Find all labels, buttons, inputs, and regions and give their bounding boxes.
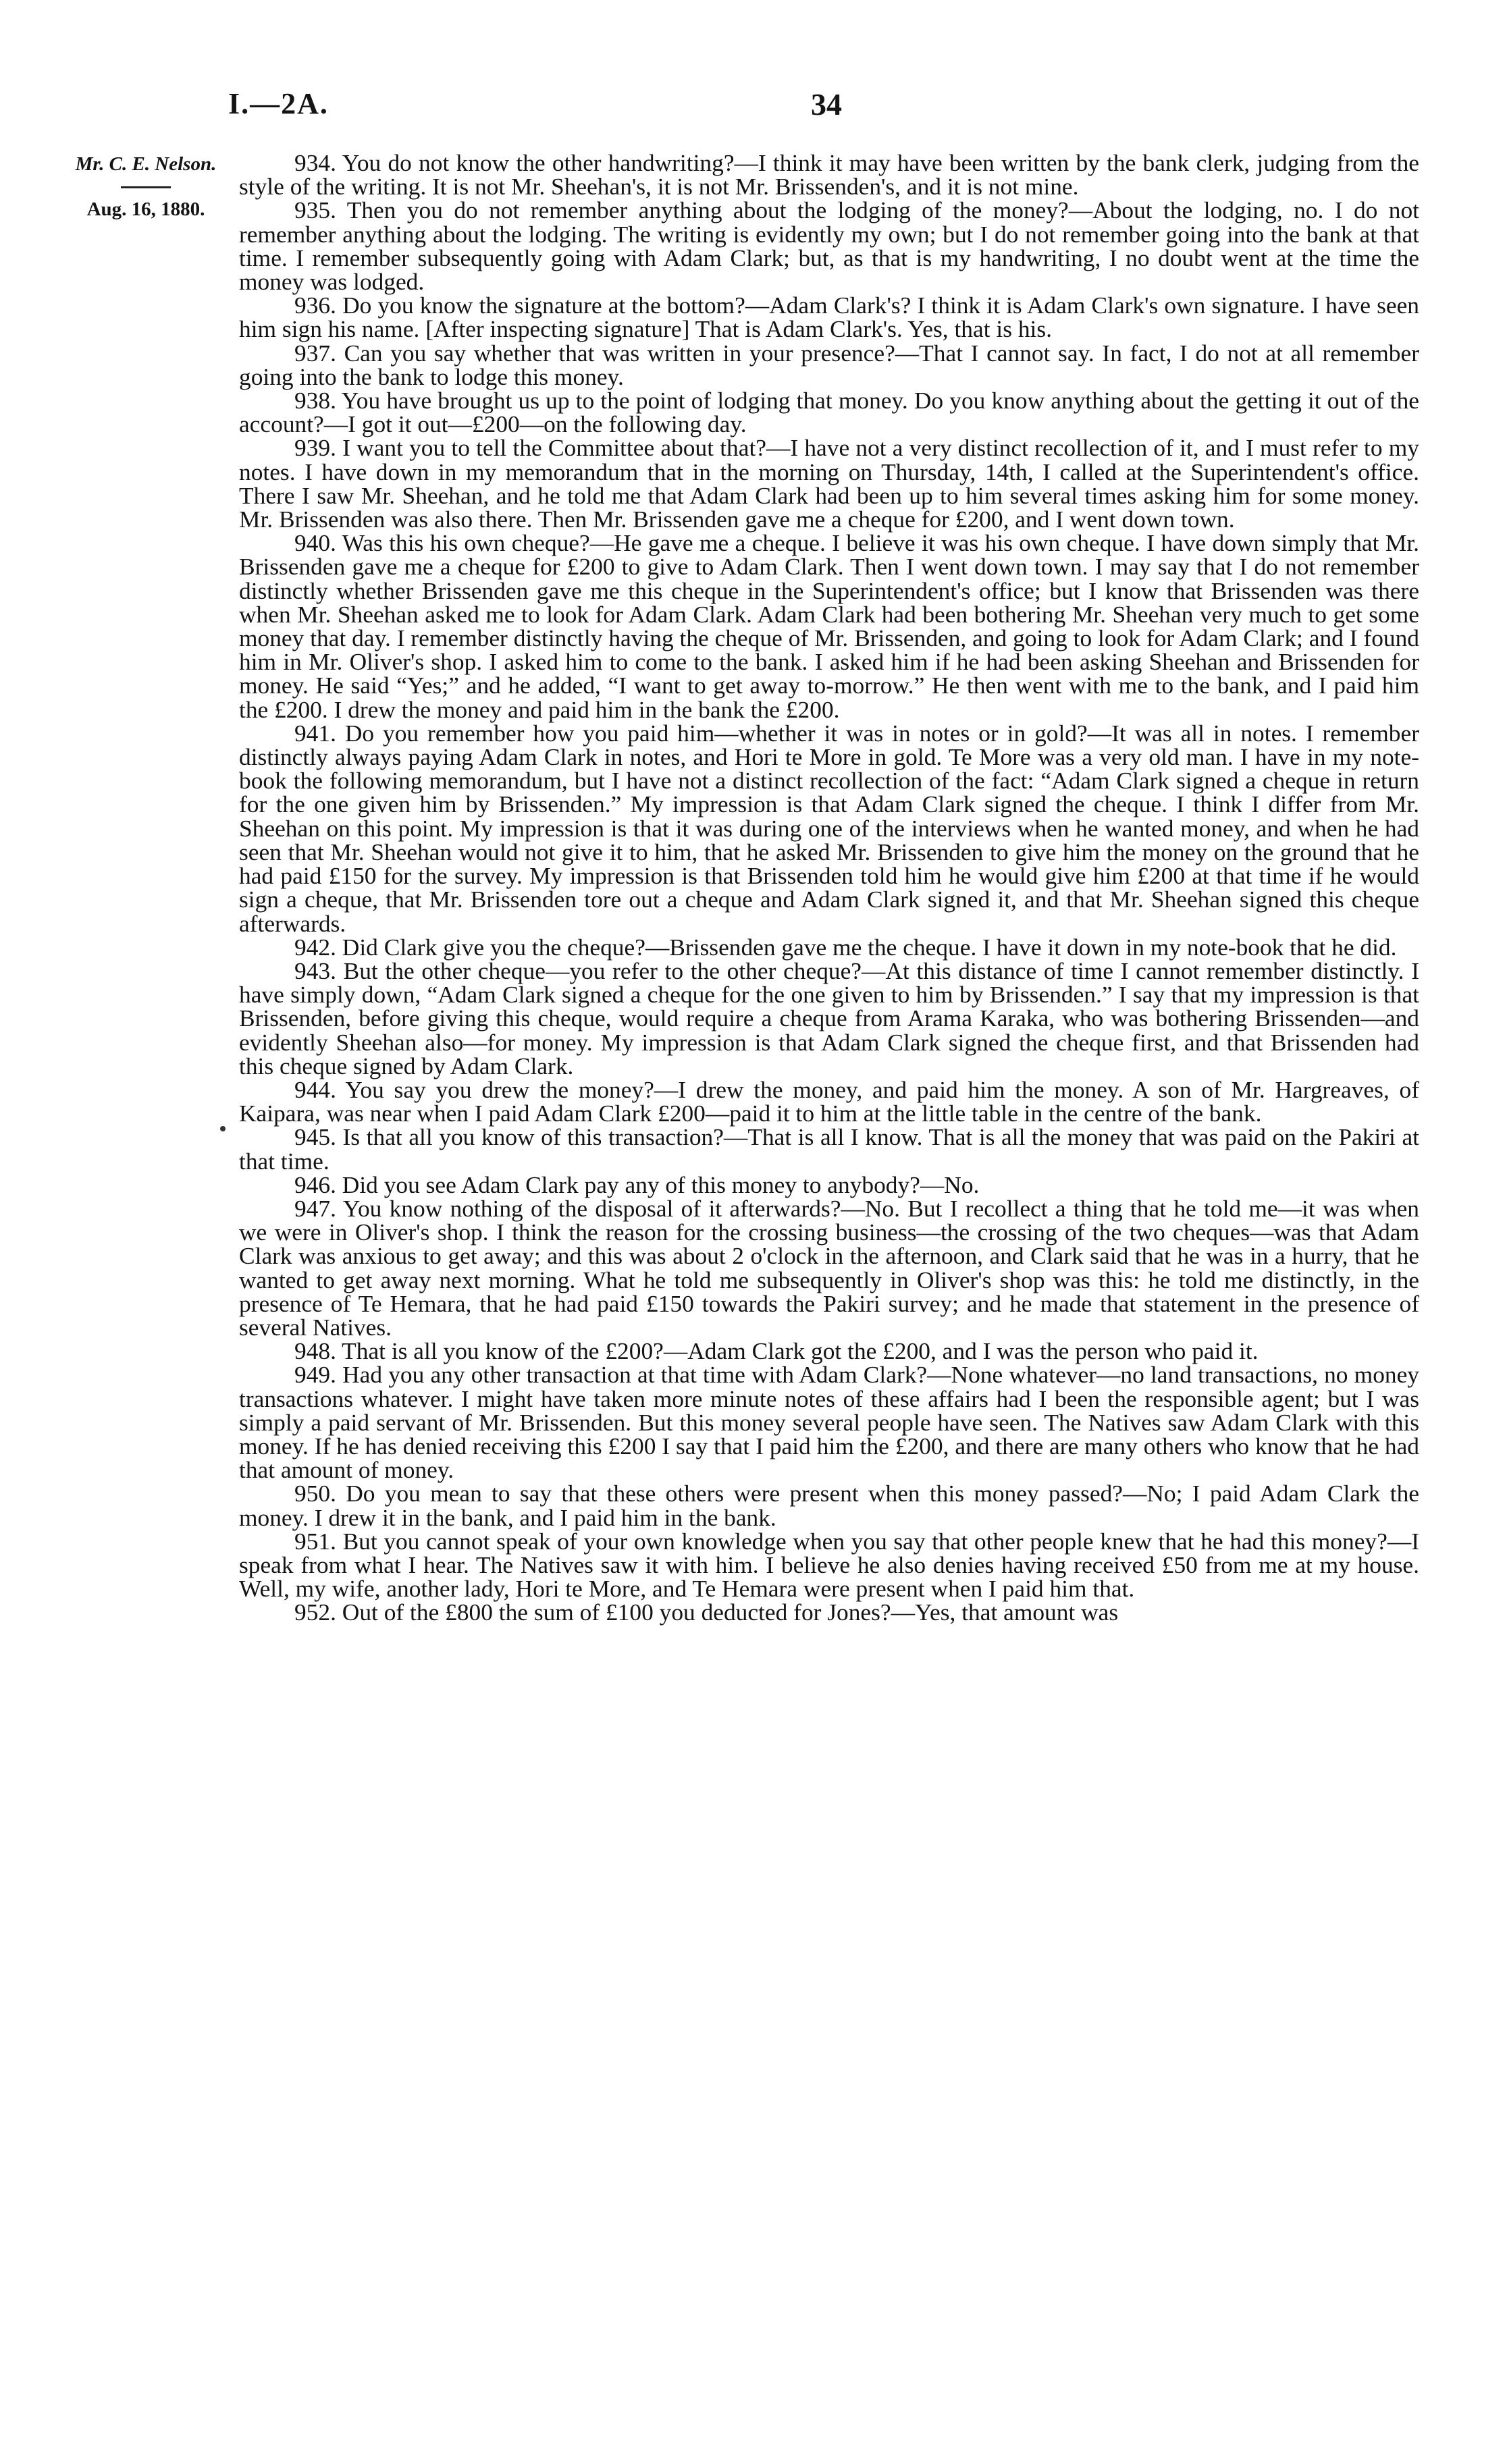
paragraph-938: 938. You have brought us up to the point of lodging that money. Do you know anything about the getting it out of the account?—I got it out—£200—on the following day. (239, 387, 1419, 438)
print-speck (220, 1126, 226, 1131)
paragraph-946: 946. Did you see Adam Clark pay any of this money to anybody?—No. (294, 1171, 980, 1198)
page-header (228, 86, 1425, 127)
paragraph-940: 940. Was this his own cheque?—He gave me a cheque. I believe it was his own cheque. I have down simply that Mr. Brissenden gave me a cheque for £200 to give to Adam Clark. Then I went down town. I may say that I do not remember distinctly whether Brissenden gave me this cheque in the Superintendent's office; but I know that Brissenden was there when Mr. Sheehan asked me to look for Adam Clark. Adam Clark had been bothering Mr. Sheehan very much to get some money that day. I remember distinctly having the cheque of Mr. Brissenden, and going to look for Adam Clark; and I found him in Mr. Oliver's shop. I asked him to come to the bank. I asked him if he had been asking Sheehan and Brissenden for money. He said “Yes;” and he added, “I want to get away to-morrow.” He then went with me to the bank, and I paid him the £200. I drew the money and paid him in the bank the £200. (239, 529, 1419, 723)
paragraph-937: 937. Can you say whether that was written in your presence?—That I cannot say. In fact, I do not at all remember going into the bank to lodge this money. (239, 339, 1419, 390)
paragraph-939: 939. I want you to tell the Committee about that?—I have not a very distinct recollection of it, and I must refer to my notes. I have down in my memorandum that in the morning on Thursday, 14th, I called at the Superintendent's office. There I saw Mr. Sheehan, and he told me that Adam Clark had been up to him several times asking him for some money. Mr. Brissenden was also there. Then Mr. Brissenden gave me a cheque for £200, and I went down town. (239, 434, 1419, 533)
paragraph-935: 935. Then you do not remember anything about the lodging of the money?—About the lodging, no. I do not remember anything about the lodging. The writing is evidently my own; but I do not remember going into the bank at that time. I remember subsequently going with Adam Clark; but, as that is my handwriting, I no doubt went at the time the money was lodged. (239, 196, 1419, 296)
paragraph-950: 950. Do you mean to say that these others were present when this money passed?—No; I paid Adam Clark the money. I drew it in the bank, and I paid him in the bank. (239, 1480, 1419, 1531)
margin-note (51, 153, 240, 221)
paragraph-945: 945. Is that all you know of this transaction?—That is all I know. That is all the money that was paid on the Pakiri at that time. (239, 1123, 1419, 1175)
paragraph-944: 944. You say you drew the money?—I drew the money, and paid him the money. A son of Mr. Hargreaves, of Kaipara, was near when I paid Adam Clark £200—paid it to him at the little table in the centre of the bank. (239, 1075, 1419, 1127)
witness-name: Mr. C. E. Nelson. (75, 153, 217, 175)
paragraph-936: 936. Do you know the signature at the bottom?—Adam Clark's? I think it is Adam Clark's own signature. I have seen him sign his name. [After inspecting signature] That is Adam Clark's. Yes, that is his. (239, 292, 1419, 343)
page-number: 34 (811, 87, 842, 122)
evidence-text (239, 151, 1419, 1625)
paragraph-951: 951. But you cannot speak of your own knowledge when you say that other people knew that he had this money?—I speak from what I hear. The Natives saw it with him. I believe he also denies having received £50 from me at my house. Well, my wife, another lady, Hori te More, and Te Hemara were present when I paid him that. (239, 1527, 1419, 1603)
paragraph-947: 947. You know nothing of the disposal of it afterwards?—No. But I recollect a thing that he told me—it was when we were in Oliver's shop. I think the reason for the crossing business—the crossing of the two cheques—was that Adam Clark was anxious to get away; and this was about 2 o'clock in the afternoon, and Clark said that he was in a hurry, that he wanted to get away next morning. What he told me subsequently in Oliver's shop was this: he told me distinctly, in the presence of Te Hemara, that he had paid £150 towards the Pakiri survey; and he made that statement in the presence of several Natives. (239, 1194, 1419, 1341)
paragraph-942: 942. Did Clark give you the cheque?—Brissenden gave me the cheque. I have it down in my note-book that he did. (294, 933, 1397, 961)
paragraph-952: 952. Out of the £800 the sum of £100 you deducted for Jones?—Yes, that amount was (294, 1599, 1119, 1626)
sitting-date: Aug. 16, 1880. (86, 198, 205, 220)
document-reference: I.—2A. (228, 87, 329, 120)
paragraph-934: 934. You do not know the other handwriting?—I think it may have been written by the bank clerk, judging from the style of the writing. It is not Mr. Sheehan's, it is not Mr. Brissenden's, and it is not mine. (239, 149, 1419, 200)
margin-divider (121, 186, 171, 188)
paragraph-948: 948. That is all you know of the £200?—Adam Clark got the £200, and I was the person who paid it. (294, 1337, 1259, 1365)
paragraph-943: 943. But the other cheque—you refer to the other cheque?—At this distance of time I cannot remember distinctly. I have simply down, “Adam Clark signed a cheque for the one given to him by Brissenden.” I say that my impression is that Brissenden, before giving this cheque, would require a cheque from Arama Karaka, who was bothering Brissenden—and evidently Sheehan also—for money. My impression is that Adam Clark signed the cheque first, and that Brissenden had this cheque signed by Adam Clark. (239, 957, 1419, 1079)
paragraph-941: 941. Do you remember how you paid him—whether it was in notes or in gold?—It was all in notes. I remember distinctly always paying Adam Clark in notes, and Hori te More in gold. Te More was a very old man. I have in my note-book the following memorandum, but I have not a distinct recollection of the fact: “Adam Clark signed a cheque in return for the one given him by Brissenden.” My impression is that Adam Clark signed the cheque. I think I differ from Mr. Sheehan on this point. My impression is that it was during one of the interviews when he wanted money, and when he had seen that Mr. Sheehan would not give it to him, that he asked Mr. Brissenden to give him the money on the ground that he had paid £150 for the survey. My impression is that Brissenden told him he would give him £200 at that time if he would sign a cheque, that Mr. Brissenden tore out a cheque and Adam Clark signed it, and that Mr. Sheehan signed this cheque afterwards. (239, 719, 1419, 937)
paragraph-949: 949. Had you any other transaction at that time with Adam Clark?—None whatever—no land transactions, no money transactions whatever. I might have taken more minute notes of these affairs had I been the responsible agent; but I was simply a paid servant of Mr. Brissenden. But this money several people have seen. The Natives saw Adam Clark with this money. If he has denied receiving this £200 I say that I paid him the £200, and there are many others who know that he had that amount of money. (239, 1361, 1419, 1484)
